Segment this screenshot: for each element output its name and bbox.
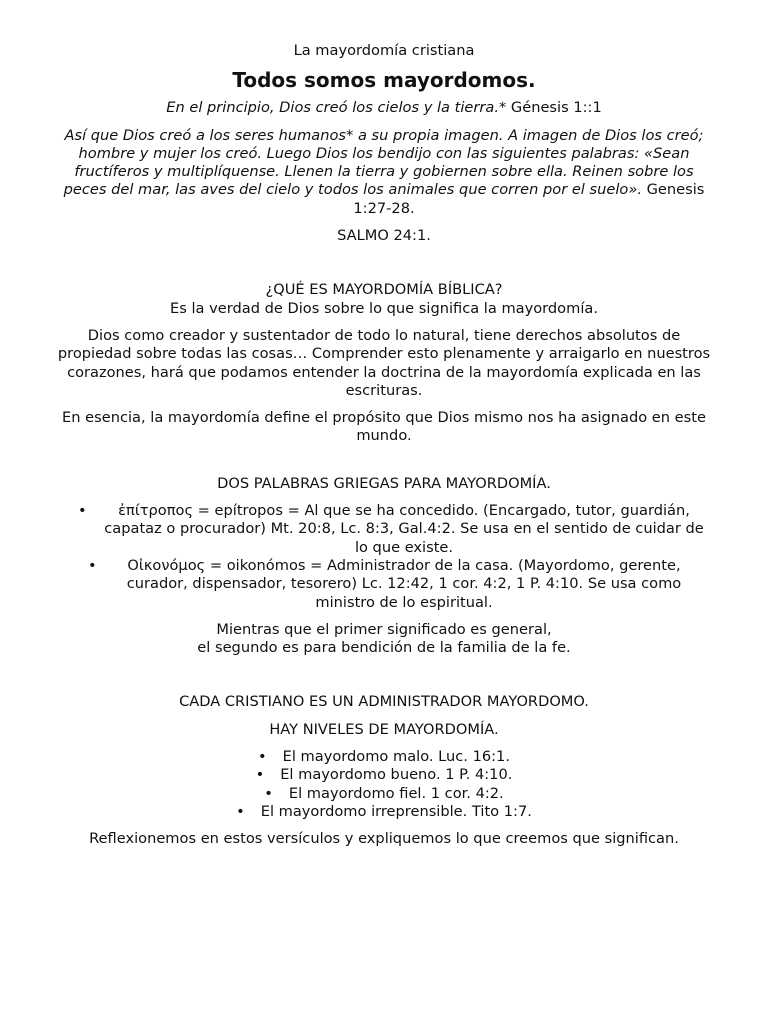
list-item — [56, 766, 712, 784]
list-item — [56, 785, 712, 803]
section-subheading-biblica: Es la verdad de Dios sobre lo que significa la mayordomía. — [170, 299, 598, 317]
verse-genesis-1-27-text: Así que Dios creó a los seres humanos* a su propia imagen. A imagen de Dios los creó; hombre y mujer los creó. Luego Dios los bendijo con las siguientes palabras: «Sean fructíferos y multiplíquense. Llenen la tierra y gobiernen sobre ella. Reinen sobre los peces del mar, las aves del cielo y todos los animales que corren por el suelo». — [63, 126, 704, 199]
verse-genesis-1-27 — [56, 127, 712, 218]
list-item — [56, 502, 712, 557]
spacer — [56, 245, 712, 281]
verse-genesis-1-1 — [56, 99, 712, 117]
bullet-icon: • — [258, 748, 267, 766]
paragraph-esencia: En esencia, la mayordomía define el propósito que Dios mismo nos ha asignado en este mundo. — [62, 409, 706, 445]
list-item — [56, 748, 712, 766]
document-page — [56, 42, 712, 849]
bullet-icon: • — [78, 502, 87, 520]
closing-line-2: el segundo es para bendición de la familia de la fe. — [197, 639, 571, 657]
bullet-icon: • — [236, 802, 245, 820]
section-heading-cada-cristiano: CADA CRISTIANO ES UN ADMINISTRADOR MAYORDOMO. — [179, 693, 589, 711]
bullet-icon: • — [255, 766, 265, 784]
verse-genesis-1-27-ref: Genesis 1:27-28. — [353, 181, 705, 217]
greek-words-list — [56, 502, 712, 612]
bullet-icon: • — [264, 784, 273, 802]
spacer — [56, 657, 712, 693]
paragraph-creador: Dios como creador y sustentador de todo lo natural, tiene derechos absolutos de propiedad sobre todas las cosas… Comprender esto plenamente y arraigarlo en nuestros corazones, hará que podamos entender la doctrina de la mayordomía explicada en las escrituras. — [57, 326, 711, 399]
verse-genesis-1-1-ref: * Génesis 1::1 — [498, 99, 602, 117]
section-heading-griegas: DOS PALABRAS GRIEGAS PARA MAYORDOMÍA. — [217, 474, 551, 492]
document-subtitle: La mayordomía cristiana — [293, 42, 475, 59]
section-heading-niveles: HAY NIVELES DE MAYORDOMÍA. — [269, 720, 499, 738]
bullet-icon: • — [88, 556, 97, 574]
level-irreprensible: El mayordomo irreprensible. Tito 1:7. — [260, 802, 532, 820]
level-malo: El mayordomo malo. Luc. 16:1. — [282, 748, 510, 766]
greek-word-oikonomos: Οἰκονόμος = oikonómos = Administrador de la casa. (Mayordomo, gerente, curador, dispensador, tesorero) Lc. 12:42, 1 cor. 4:2, 1 P. 4:10. Se usa como ministro de lo espiritual. — [126, 556, 682, 611]
spacer — [56, 455, 712, 475]
closing-line-1: Mientras que el primer significado es general, — [216, 620, 552, 638]
list-item — [56, 557, 712, 612]
document-title: Todos somos mayordomos. — [232, 68, 536, 93]
closing-reflexion: Reflexionemos en estos versículos y expliquemos lo que creemos que significan. — [89, 830, 679, 848]
verse-genesis-1-1-text: En el principio, Dios creó los cielos y la tierra. — [166, 99, 499, 117]
level-fiel: El mayordomo fiel. 1 cor. 4:2. — [288, 784, 504, 802]
section-heading-biblica: ¿QUÉ ES MAYORDOMÍA BÍBLICA? — [265, 281, 503, 299]
level-bueno: El mayordomo bueno. 1 P. 4:10. — [280, 766, 513, 784]
greek-word-epitropos: ἐπίτροπος = epítropos = Al que se ha concedido. (Encargado, tutor, guardián, capataz o procurador) Mt. 20:8, Lc. 8:3, Gal.4:2. Se usa en el sentido de cuidar de lo que existe. — [104, 502, 704, 556]
salmo-reference: SALMO 24:1. — [337, 227, 431, 245]
levels-list — [56, 748, 712, 821]
list-item — [56, 803, 712, 821]
